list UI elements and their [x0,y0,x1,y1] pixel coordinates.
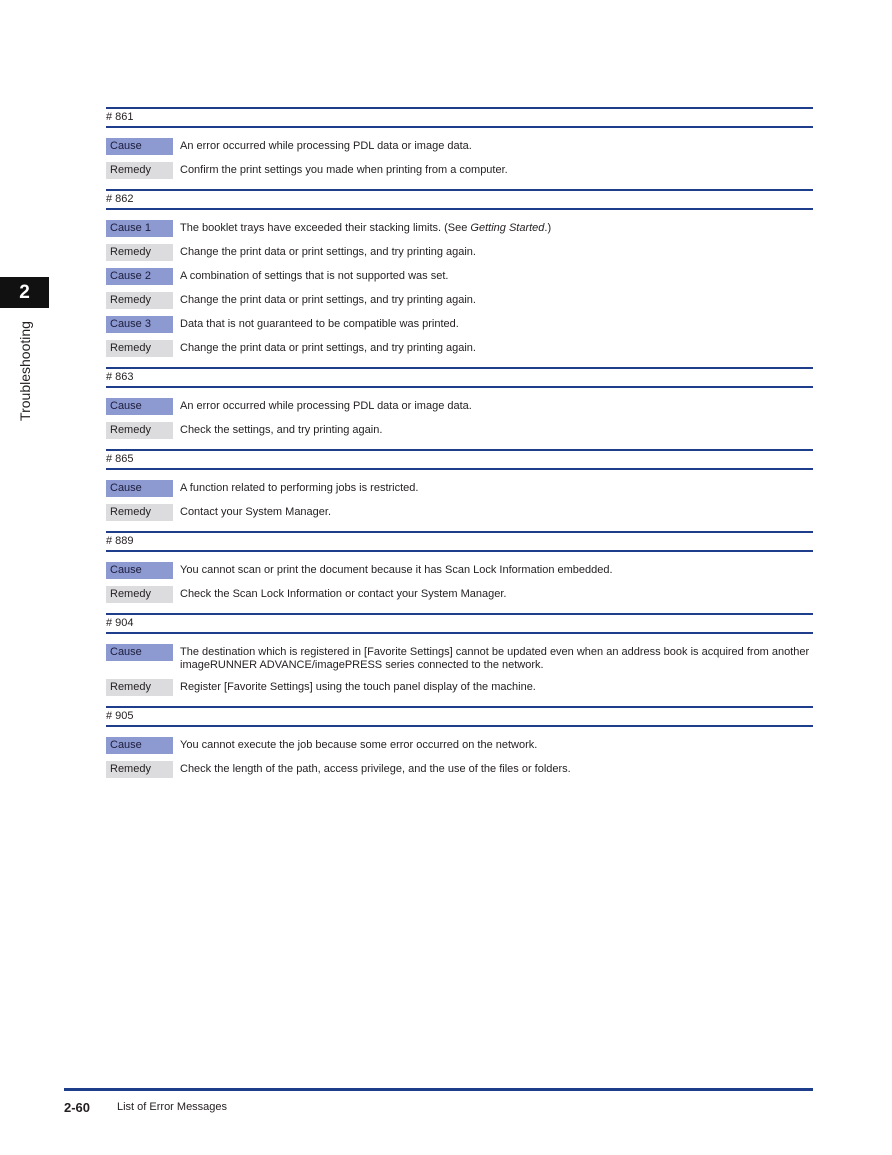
cause-text [173,220,551,235]
remedy-label: Remedy [106,244,173,261]
error-code-heading: # 861 [106,107,813,128]
cause-text: The destination which is registered in [Favorite Settings] cannot be updated even when an address book is acquired from another imageRUNNER ADVANCE/imagePRESS series connected to the network. [180,646,810,671]
remedy-row [106,162,813,179]
error-code-heading: # 904 [106,613,813,634]
footer-rule [64,1088,813,1091]
cause-text: An error occurred while processing PDL data or image data. [180,140,472,152]
cause-text: Data that is not guaranteed to be compatible was printed. [180,318,459,330]
cause-label: Cause [106,138,173,155]
remedy-text: Change the print data or print settings, and try printing again. [180,294,476,306]
remedy-text: Contact your System Manager. [180,506,332,518]
error-section [106,613,813,696]
page-number: 2-60 [64,1100,91,1115]
remedy-row [106,761,813,778]
cause-row [106,737,813,754]
remedy-row [106,292,813,309]
remedy-text: Check the settings, and try printing again. [180,424,383,436]
cause-row [106,220,813,237]
cause-text: You cannot execute the job because some error occurred on the network. [180,739,538,751]
book-title: Getting Started [470,222,545,234]
error-code-heading: # 865 [106,449,813,470]
cause-text: A combination of settings that is not supported was set. [180,270,449,282]
text-segment: The booklet trays have exceeded their stacking limits. (See [180,222,471,234]
chapter-title: Troubleshooting [16,321,33,421]
error-section [106,367,813,439]
cause-label: Cause [106,562,173,579]
cause-text: A function related to performing jobs is restricted. [180,482,419,494]
error-code-heading: # 863 [106,367,813,388]
remedy-row [106,586,813,603]
footer-title: List of Error Messages [117,1101,228,1113]
cause-row [106,644,813,672]
text-segment: .) [544,222,552,234]
cause-text: You cannot scan or print the document because it has Scan Lock Information embedded. [180,564,613,576]
remedy-label: Remedy [106,162,173,179]
remedy-label: Remedy [106,761,173,778]
cause-label: Cause 3 [106,316,173,333]
chapter-side-label [0,316,49,426]
remedy-text: Change the print data or print settings, and try printing again. [180,246,476,258]
remedy-label: Remedy [106,679,173,696]
cause-label: Cause [106,644,173,661]
remedy-row [106,340,813,357]
cause-row [106,562,813,579]
remedy-label: Remedy [106,504,173,521]
cause-label: Cause [106,398,173,415]
remedy-label: Remedy [106,340,173,357]
error-section [106,531,813,603]
remedy-row [106,422,813,439]
cause-label: Cause 2 [106,268,173,285]
remedy-text: Register [Favorite Settings] using the touch panel display of the machine. [180,681,536,693]
chapter-number: 2 [19,281,30,303]
error-code-heading: # 905 [106,706,813,727]
cause-row [106,316,813,333]
remedy-text: Check the Scan Lock Information or contact your System Manager. [180,588,507,600]
remedy-row [106,679,813,696]
chapter-tab [0,277,49,308]
remedy-label: Remedy [106,422,173,439]
error-section [106,189,813,357]
cause-row [106,138,813,155]
error-section [106,706,813,778]
cause-label: Cause [106,737,173,754]
error-code-heading: # 862 [106,189,813,210]
remedy-row [106,504,813,521]
cause-row [106,268,813,285]
remedy-text: Check the length of the path, access privilege, and the use of the files or folders. [180,763,571,775]
remedy-label: Remedy [106,586,173,603]
error-code-heading: # 889 [106,531,813,552]
error-section [106,449,813,521]
cause-row [106,398,813,415]
error-message-list [106,107,813,788]
cause-text: An error occurred while processing PDL data or image data. [180,400,472,412]
remedy-row [106,244,813,261]
remedy-label: Remedy [106,292,173,309]
cause-label: Cause [106,480,173,497]
remedy-text: Confirm the print settings you made when printing from a computer. [180,164,508,176]
cause-row [106,480,813,497]
cause-label: Cause 1 [106,220,173,237]
remedy-text: Change the print data or print settings, and try printing again. [180,342,476,354]
error-section [106,107,813,179]
